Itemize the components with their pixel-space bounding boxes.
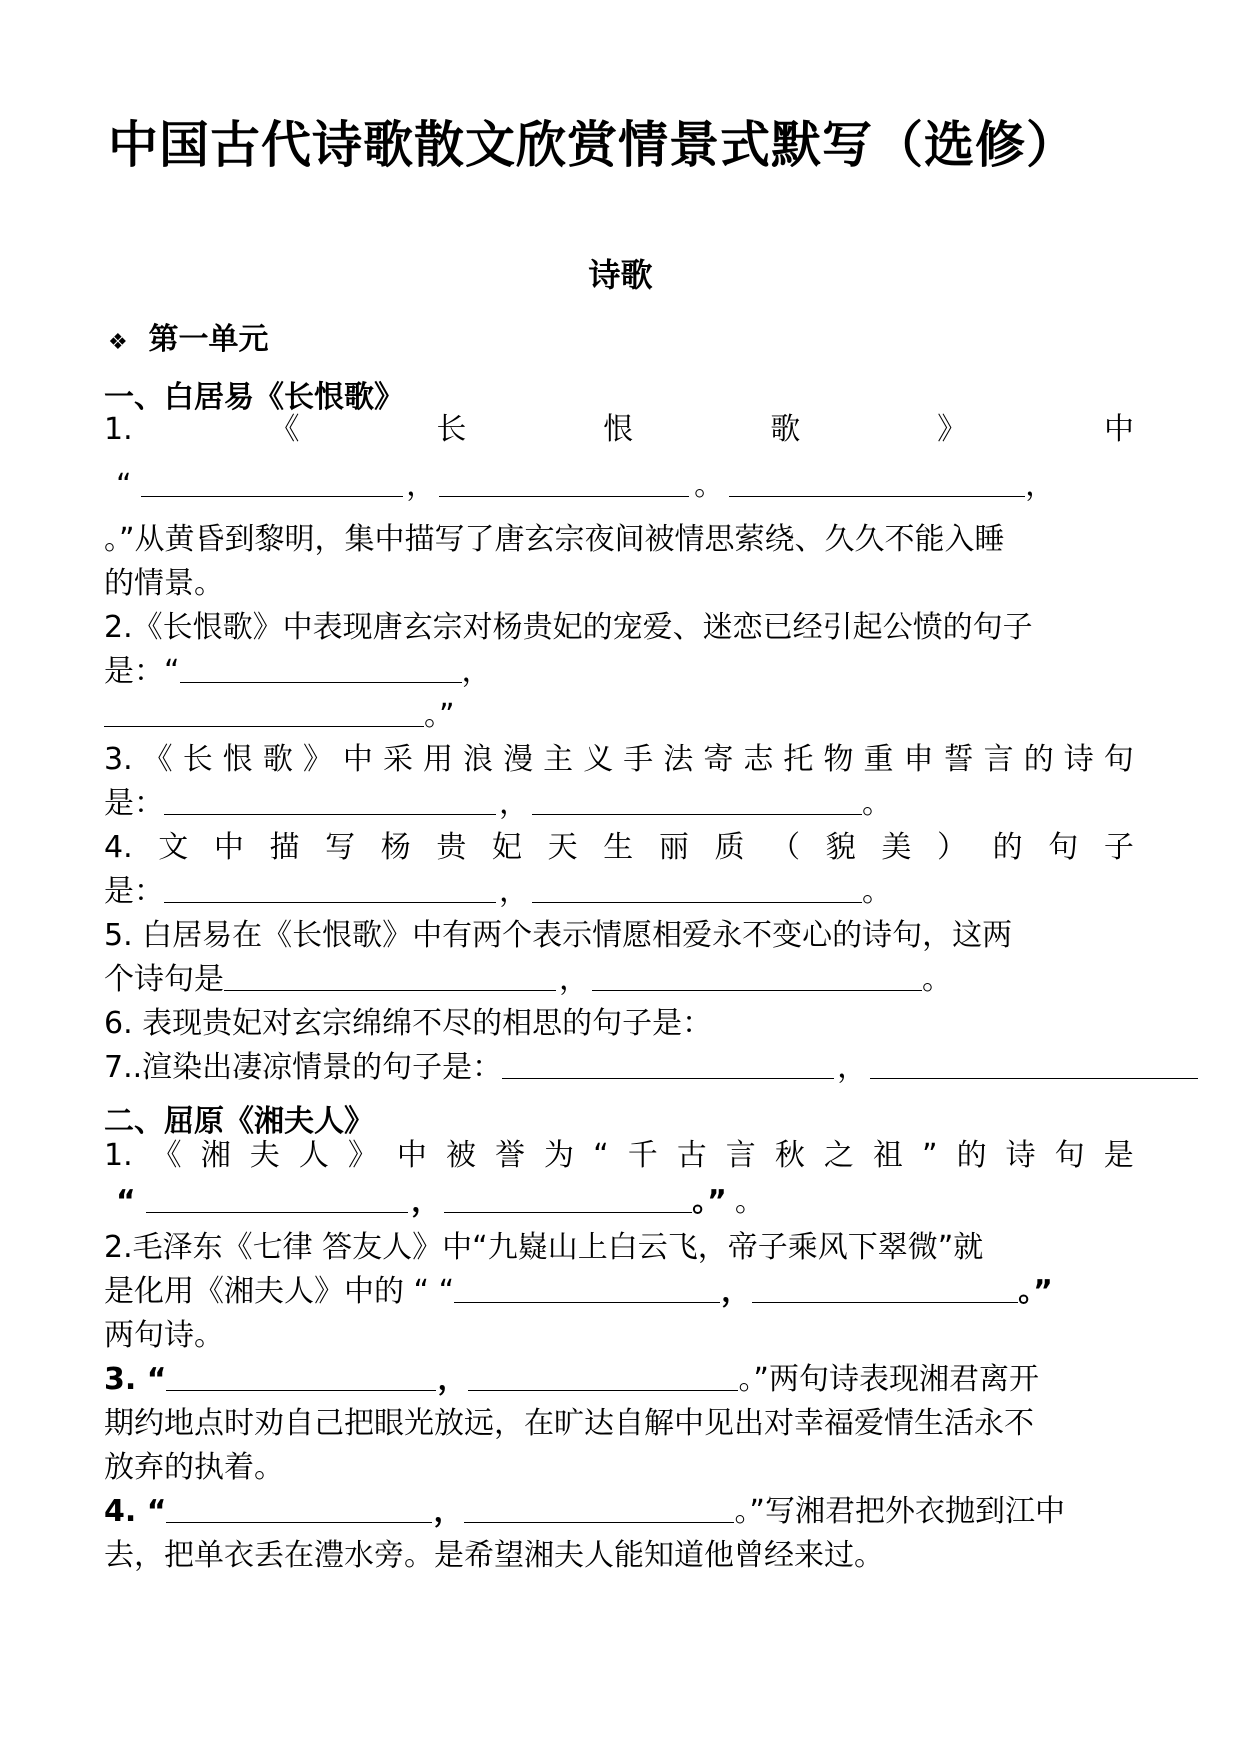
q3-token: 手 (623, 742, 654, 777)
q4-line1 (104, 826, 1134, 870)
unit-heading (108, 314, 268, 358)
q3-token: 物 (823, 742, 854, 777)
s2q1-tail: 。 (734, 1184, 765, 1219)
unit-label: 第一单元 (148, 322, 269, 357)
q3-token: 寄 (703, 742, 734, 777)
s2q2-prefix: 是化用《湘夫人》中的 “ “ (104, 1274, 455, 1309)
q2-prefix: 是：“ (104, 654, 180, 689)
q7-line (104, 1046, 1198, 1090)
s2q1-token: 是 (1103, 1138, 1134, 1173)
s2q1-token: 秋 (774, 1138, 805, 1173)
q3-token: 句 (1103, 742, 1134, 777)
section-subtitle: 诗歌 (588, 256, 653, 294)
q5-blank-1[interactable] (224, 962, 556, 991)
s2q1-token: 被 (445, 1138, 476, 1173)
q2-line2 (104, 650, 492, 694)
q4-blank-2[interactable] (532, 874, 862, 903)
s2q1-blank-1[interactable] (146, 1184, 408, 1213)
s2q1-token: 祖 (872, 1138, 903, 1173)
s2q1-token: 诗 (1005, 1138, 1036, 1173)
section-heading-changhenge: 一、白居易《长恨歌》 (104, 380, 404, 415)
q2-end: 。” (424, 698, 455, 733)
q4-token: （ (770, 830, 801, 865)
q5-blank-2[interactable] (592, 962, 922, 991)
q4-token: 丽 (658, 830, 689, 865)
q4-token: 质 (714, 830, 745, 865)
q3-token: 志 (743, 742, 774, 777)
q1-token: 歌 (770, 412, 801, 447)
q1-token: 1. (104, 412, 133, 447)
s2q4-prefix: 4. “ (104, 1494, 167, 1529)
q3-token: 法 (663, 742, 694, 777)
q4-prefix: 是： (104, 874, 164, 909)
s2q3-prefix: 3. “ (104, 1362, 167, 1397)
q1-blank-3[interactable] (729, 468, 1025, 497)
q4-line2 (104, 870, 892, 914)
q3-token: 采 (382, 742, 413, 777)
q4-token: 杨 (380, 830, 411, 865)
s2q1-token: 人 (298, 1138, 329, 1173)
q1-token: 《 (269, 412, 300, 447)
q6-line: 6. 表现贵妃对玄宗绵绵不尽的相思的句子是： (104, 1006, 713, 1041)
s2q3-end: 。”两句诗表现湘君离开 (738, 1362, 1039, 1397)
s2q1-token: 1. (104, 1138, 133, 1173)
q3-token: 》 (302, 742, 333, 777)
q4-token: 天 (547, 830, 578, 865)
q4-blank-1[interactable] (164, 874, 496, 903)
q4-token: 文 (158, 830, 189, 865)
q1-sep: ， (1025, 468, 1056, 503)
s2q1-token: 《 (151, 1138, 182, 1173)
q3-token: 用 (423, 742, 453, 777)
q4-token: 的 (992, 830, 1023, 865)
q3-token: 恨 (222, 742, 253, 777)
q3-token: 《 (142, 742, 173, 777)
q4-token: 子 (1103, 830, 1134, 865)
q1-blank-2[interactable] (439, 468, 689, 497)
q3-line1 (104, 738, 1134, 782)
q1-blank-1[interactable] (141, 468, 403, 497)
q4-token: 中 (213, 830, 244, 865)
q5-end: 。 (922, 962, 952, 997)
q3-line2 (104, 782, 892, 826)
q4-token: 描 (269, 830, 300, 865)
q4-token: 写 (325, 830, 356, 865)
s2q2-line2 (104, 1270, 1053, 1314)
q4-token: 妃 (492, 830, 522, 865)
q4-token: 4. (104, 830, 133, 865)
q2-sep: ， (461, 654, 492, 689)
s2q1-end: 。” (692, 1184, 727, 1219)
s2q3-line3: 放弃的执着。 (104, 1450, 284, 1485)
s2q4-blank-2[interactable] (464, 1494, 734, 1523)
q3-token: 长 (182, 742, 213, 777)
q5-line1: 5. 白居易在《长恨歌》中有两个表示情愿相爱永不变心的诗句，这两 (104, 918, 1013, 953)
q2-blank-2[interactable] (104, 698, 424, 727)
s2q1-token: “ (593, 1138, 609, 1173)
s2q3-sep: ， (437, 1362, 468, 1397)
s2q1-line2 (116, 1180, 765, 1224)
q4-token: 生 (603, 830, 634, 865)
q4-token: ） (937, 830, 967, 865)
s2q1-open-quote: “ (116, 1184, 136, 1219)
q2-blank-1[interactable] (180, 654, 462, 683)
q5-line2 (104, 958, 952, 1002)
s2q4-line2: 去，把单衣丢在澧水旁。是希望湘夫人能知道他曾经来过。 (104, 1538, 884, 1573)
q3-blank-1[interactable] (164, 786, 496, 815)
q7-sep: ， (837, 1050, 868, 1085)
s2q1-token: 湘 (200, 1138, 231, 1173)
s2q1-token: 》 (347, 1138, 378, 1173)
s2q1-token: 中 (396, 1138, 427, 1173)
q3-token: 义 (583, 742, 614, 777)
q3-sep: ， (499, 786, 529, 821)
q1-line2 (116, 464, 1055, 508)
q5-sep: ， (559, 962, 589, 997)
s2q4-blank-1[interactable] (166, 1494, 432, 1523)
s2q1-token: 句 (1054, 1138, 1085, 1173)
s2q1-token: 之 (823, 1138, 854, 1173)
q3-token: 言 (983, 742, 1014, 777)
page-title: 中国古代诗歌散文欣赏情景式默写（选修） (108, 116, 1077, 174)
s2q1-sep: ， (411, 1184, 442, 1219)
q1-token: 》 (937, 412, 968, 447)
q3-token: 主 (543, 742, 574, 777)
q3-token: 诗 (1063, 742, 1094, 777)
section-heading-xiangfuren: 二、屈原《湘夫人》 (104, 1104, 374, 1139)
q2-line1: 2.《长恨歌》中表现唐玄宗对杨贵妃的宠爱、迷恋已经引起公愤的句子 (104, 610, 1033, 645)
q5-prefix: 个诗句是 (104, 962, 224, 997)
q3-token: 3. (104, 742, 133, 777)
s2q2-sep: ， (721, 1274, 752, 1309)
s2q2-line3: 两句诗。 (104, 1318, 224, 1353)
q7-blank-2[interactable] (870, 1050, 1198, 1079)
s2q4-end: 。”写湘君把外衣抛到江中 (734, 1494, 1065, 1529)
s2q3-blank-2[interactable] (468, 1362, 738, 1391)
s2q1-token: 言 (725, 1138, 756, 1173)
s2q1-token: 夫 (249, 1138, 280, 1173)
s2q1-line1 (104, 1134, 1134, 1178)
s2q4-sep: ， (433, 1494, 464, 1529)
q4-token: 贵 (436, 830, 467, 865)
q3-token: 托 (783, 742, 814, 777)
s2q2-end: 。” (1018, 1274, 1053, 1309)
s2q1-token: 千 (627, 1138, 658, 1173)
s2q1-token: 为 (544, 1138, 575, 1173)
q1-open-quote: “ (116, 468, 132, 503)
q7-blank-1[interactable] (502, 1050, 834, 1079)
q3-token: 重 (863, 742, 894, 777)
q3-blank-2[interactable] (532, 786, 862, 815)
s2q1-token: ” (921, 1138, 938, 1173)
s2q2-blank-1[interactable] (454, 1274, 720, 1303)
s2q1-token: 誉 (495, 1138, 525, 1173)
s2q1-blank-2[interactable] (444, 1184, 692, 1213)
q3-token: 漫 (503, 742, 534, 777)
s2q3-line1 (104, 1358, 1039, 1402)
q1-token: 中 (1103, 412, 1134, 447)
q1-token: 长 (436, 412, 467, 447)
q4-end: 。 (862, 874, 892, 909)
q1-line3: 。”从黄昏到黎明，集中描写了唐玄宗夜间被情思萦绕、久久不能入睡 (104, 522, 1005, 557)
q3-token: 申 (903, 742, 934, 777)
q4-token: 美 (881, 830, 912, 865)
s2q1-token: 的 (956, 1138, 987, 1173)
s2q3-line2: 期约地点时劝自己把眼光放远，在旷达自解中见出对幸福爱情生活永不 (104, 1406, 1034, 1441)
s2q2-line1: 2.毛泽东《七律 答友人》中“九嶷山上白云飞，帝子乘风下翠微”就 (104, 1230, 984, 1265)
s2q4-line1 (104, 1490, 1065, 1534)
q3-token: 誓 (943, 742, 974, 777)
q2-line3 (104, 694, 455, 738)
q1-sep: ， (406, 468, 437, 503)
q3-end: 。 (862, 786, 892, 821)
q4-sep: ， (499, 874, 529, 909)
q3-token: 浪 (463, 742, 494, 777)
q4-token: 句 (1048, 830, 1079, 865)
q1-line1 (104, 408, 1134, 452)
q7-prefix: 7..渲染出凄凉情景的句子是： (104, 1050, 503, 1085)
q3-token: 中 (342, 742, 373, 777)
q1-line4: 的情景。 (104, 566, 224, 601)
s2q2-blank-2[interactable] (752, 1274, 1018, 1303)
s2q3-blank-1[interactable] (166, 1362, 436, 1391)
q1-token: 恨 (603, 412, 634, 447)
q1-sep: 。 (694, 468, 725, 503)
q3-token: 歌 (262, 742, 293, 777)
diamond-bullet-icon: ❖ (108, 330, 128, 355)
q3-token: 的 (1023, 742, 1054, 777)
q3-prefix: 是： (104, 786, 164, 821)
q4-token: 貌 (825, 830, 856, 865)
s2q1-token: 古 (676, 1138, 707, 1173)
